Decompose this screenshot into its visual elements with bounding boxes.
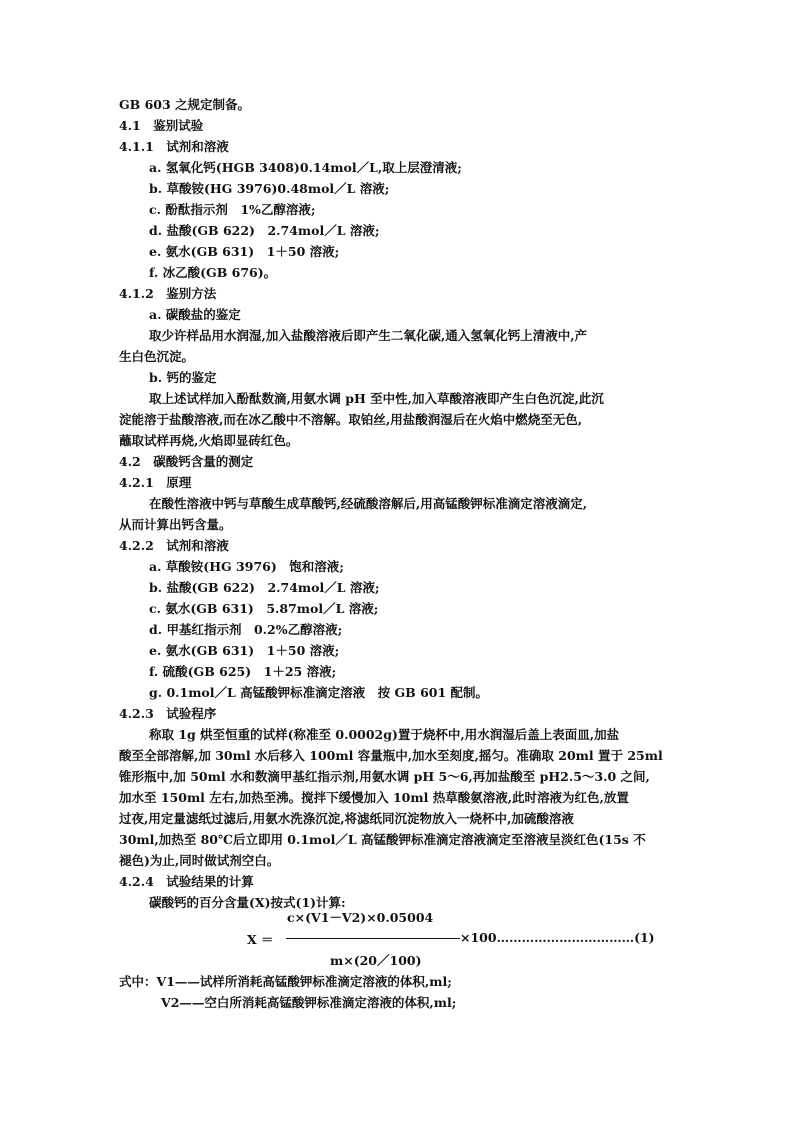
- fraction-bar: [286, 938, 460, 939]
- list-item: f. 冰乙酸(GB 676)。: [149, 265, 277, 280]
- formula-legend-line: 式中：V1——试样所消耗高锰酸钾标准滴定溶液的体积,ml;: [119, 974, 452, 989]
- list-item: g. 0.1mol／L 高锰酸钾标准滴定溶液 按 GB 601 配制。: [149, 685, 489, 700]
- formula-denominator: m×(20／100): [330, 953, 422, 968]
- list-item: c. 氨水(GB 631) 5.87mol／L 溶液;: [149, 601, 379, 616]
- formula-lhs: X ＝: [247, 932, 274, 947]
- section-heading: 4.1 鉴别试验: [119, 118, 204, 133]
- list-item: e. 氨水(GB 631) 1＋50 溶液;: [149, 643, 340, 658]
- list-item: e. 氨水(GB 631) 1＋50 溶液;: [149, 244, 340, 259]
- subsection-heading: 4.1.2 鉴别方法: [119, 286, 217, 301]
- list-item: b. 草酸铵(HG 3976)0.48mol／L 溶液;: [149, 181, 390, 196]
- paragraph-line: 淀能溶于盐酸溶液,而在冰乙酸中不溶解。取铂丝,用盐酸润湿后在火焰中燃烧至无色,: [119, 412, 583, 427]
- subsection-heading: 4.1.1 试剂和溶液: [119, 139, 229, 154]
- paragraph-line: 褪色)为止,同时做试剂空白。: [119, 853, 280, 868]
- list-item: a. 草酸铵(HG 3976) 饱和溶液;: [149, 559, 344, 574]
- list-item: a. 氢氧化钙(HGB 3408)0.14mol／L,取上层澄清液;: [149, 160, 462, 175]
- formula-legend-line: V2——空白所消耗高锰酸钾标准滴定溶液的体积,ml;: [161, 995, 457, 1010]
- paragraph-line: 过夜,用定量滤纸过滤后,用氨水洗涤沉淀,将滤纸同沉淀物放入一烧杯中,加硫酸溶液: [119, 811, 574, 826]
- list-item: d. 甲基红指示剂 0.2%乙醇溶液;: [149, 622, 343, 637]
- section-heading: 4.2 碳酸钙含量的测定: [119, 454, 254, 469]
- paragraph-line: 加水至 150ml 左右,加热至沸。搅拌下缓慢加入 10ml 热草酸氨溶液,此时溶液为红色,放置: [119, 790, 629, 805]
- formula-numerator: c×(V1－V2)×0.05004: [287, 910, 434, 925]
- paragraph-line: 酸至全部溶解,加 30ml 水后移入 100ml 容量瓶中,加水至刻度,摇匀。准确取 20ml 置于 25ml: [119, 748, 663, 763]
- paragraph-line: 锥形瓶中,加 50ml 水和数滴甲基红指示剂,用氨水调 pH 5～6,再加盐酸至 pH2.5～3.0 之间,: [119, 769, 650, 784]
- paragraph-line: 生白色沉淀。: [119, 349, 195, 364]
- paragraph-line: 从而计算出钙含量。: [119, 517, 232, 532]
- subsection-heading: 4.2.2 试剂和溶液: [119, 538, 229, 553]
- list-item: a. 碳酸盐的鉴定: [149, 307, 241, 322]
- paragraph-line: 蘸取试样再烧,火焰即显砖红色。: [119, 433, 299, 448]
- paragraph-line: 30ml,加热至 80℃后立即用 0.1mol／L 高锰酸钾标准滴定溶液滴定至溶液呈淡红色(15s 不: [119, 832, 646, 847]
- paragraph-line: 取上述试样加入酚酞数滴,用氨水调 pH 至中性,加入草酸溶液即产生白色沉淀,此沉: [149, 391, 604, 406]
- subsection-heading: 4.2.3 试验程序: [119, 706, 217, 721]
- list-item: b. 钙的鉴定: [149, 370, 217, 385]
- subsection-heading: 4.2.4 试验结果的计算: [119, 874, 254, 889]
- list-item: f. 硫酸(GB 625) 1＋25 溶液;: [149, 664, 337, 679]
- paragraph-line: 取少许样品用水润湿,加入盐酸溶液后即产生二氧化碳,通入氢氧化钙上清液中,产: [149, 328, 588, 343]
- text-line: GB 603 之规定制备。: [119, 97, 251, 112]
- paragraph-line: 称取 1g 烘至恒重的试样(称准至 0.0002g)置于烧杯中,用水润湿后盖上表面皿,加盐: [149, 727, 620, 742]
- formula-tail: ×100……………………………(1): [460, 930, 655, 945]
- paragraph-line: 碳酸钙的百分含量(X)按式(1)计算:: [149, 895, 346, 910]
- list-item: c. 酚酞指示剂 1%乙醇溶液;: [149, 202, 316, 217]
- paragraph-line: 在酸性溶液中钙与草酸生成草酸钙,经硫酸溶解后,用高锰酸钾标准滴定溶液滴定,: [149, 496, 588, 511]
- subsection-heading: 4.2.1 原理: [119, 475, 192, 490]
- list-item: b. 盐酸(GB 622) 2.74mol／L 溶液;: [149, 580, 380, 595]
- list-item: d. 盐酸(GB 622) 2.74mol／L 溶液;: [149, 223, 380, 238]
